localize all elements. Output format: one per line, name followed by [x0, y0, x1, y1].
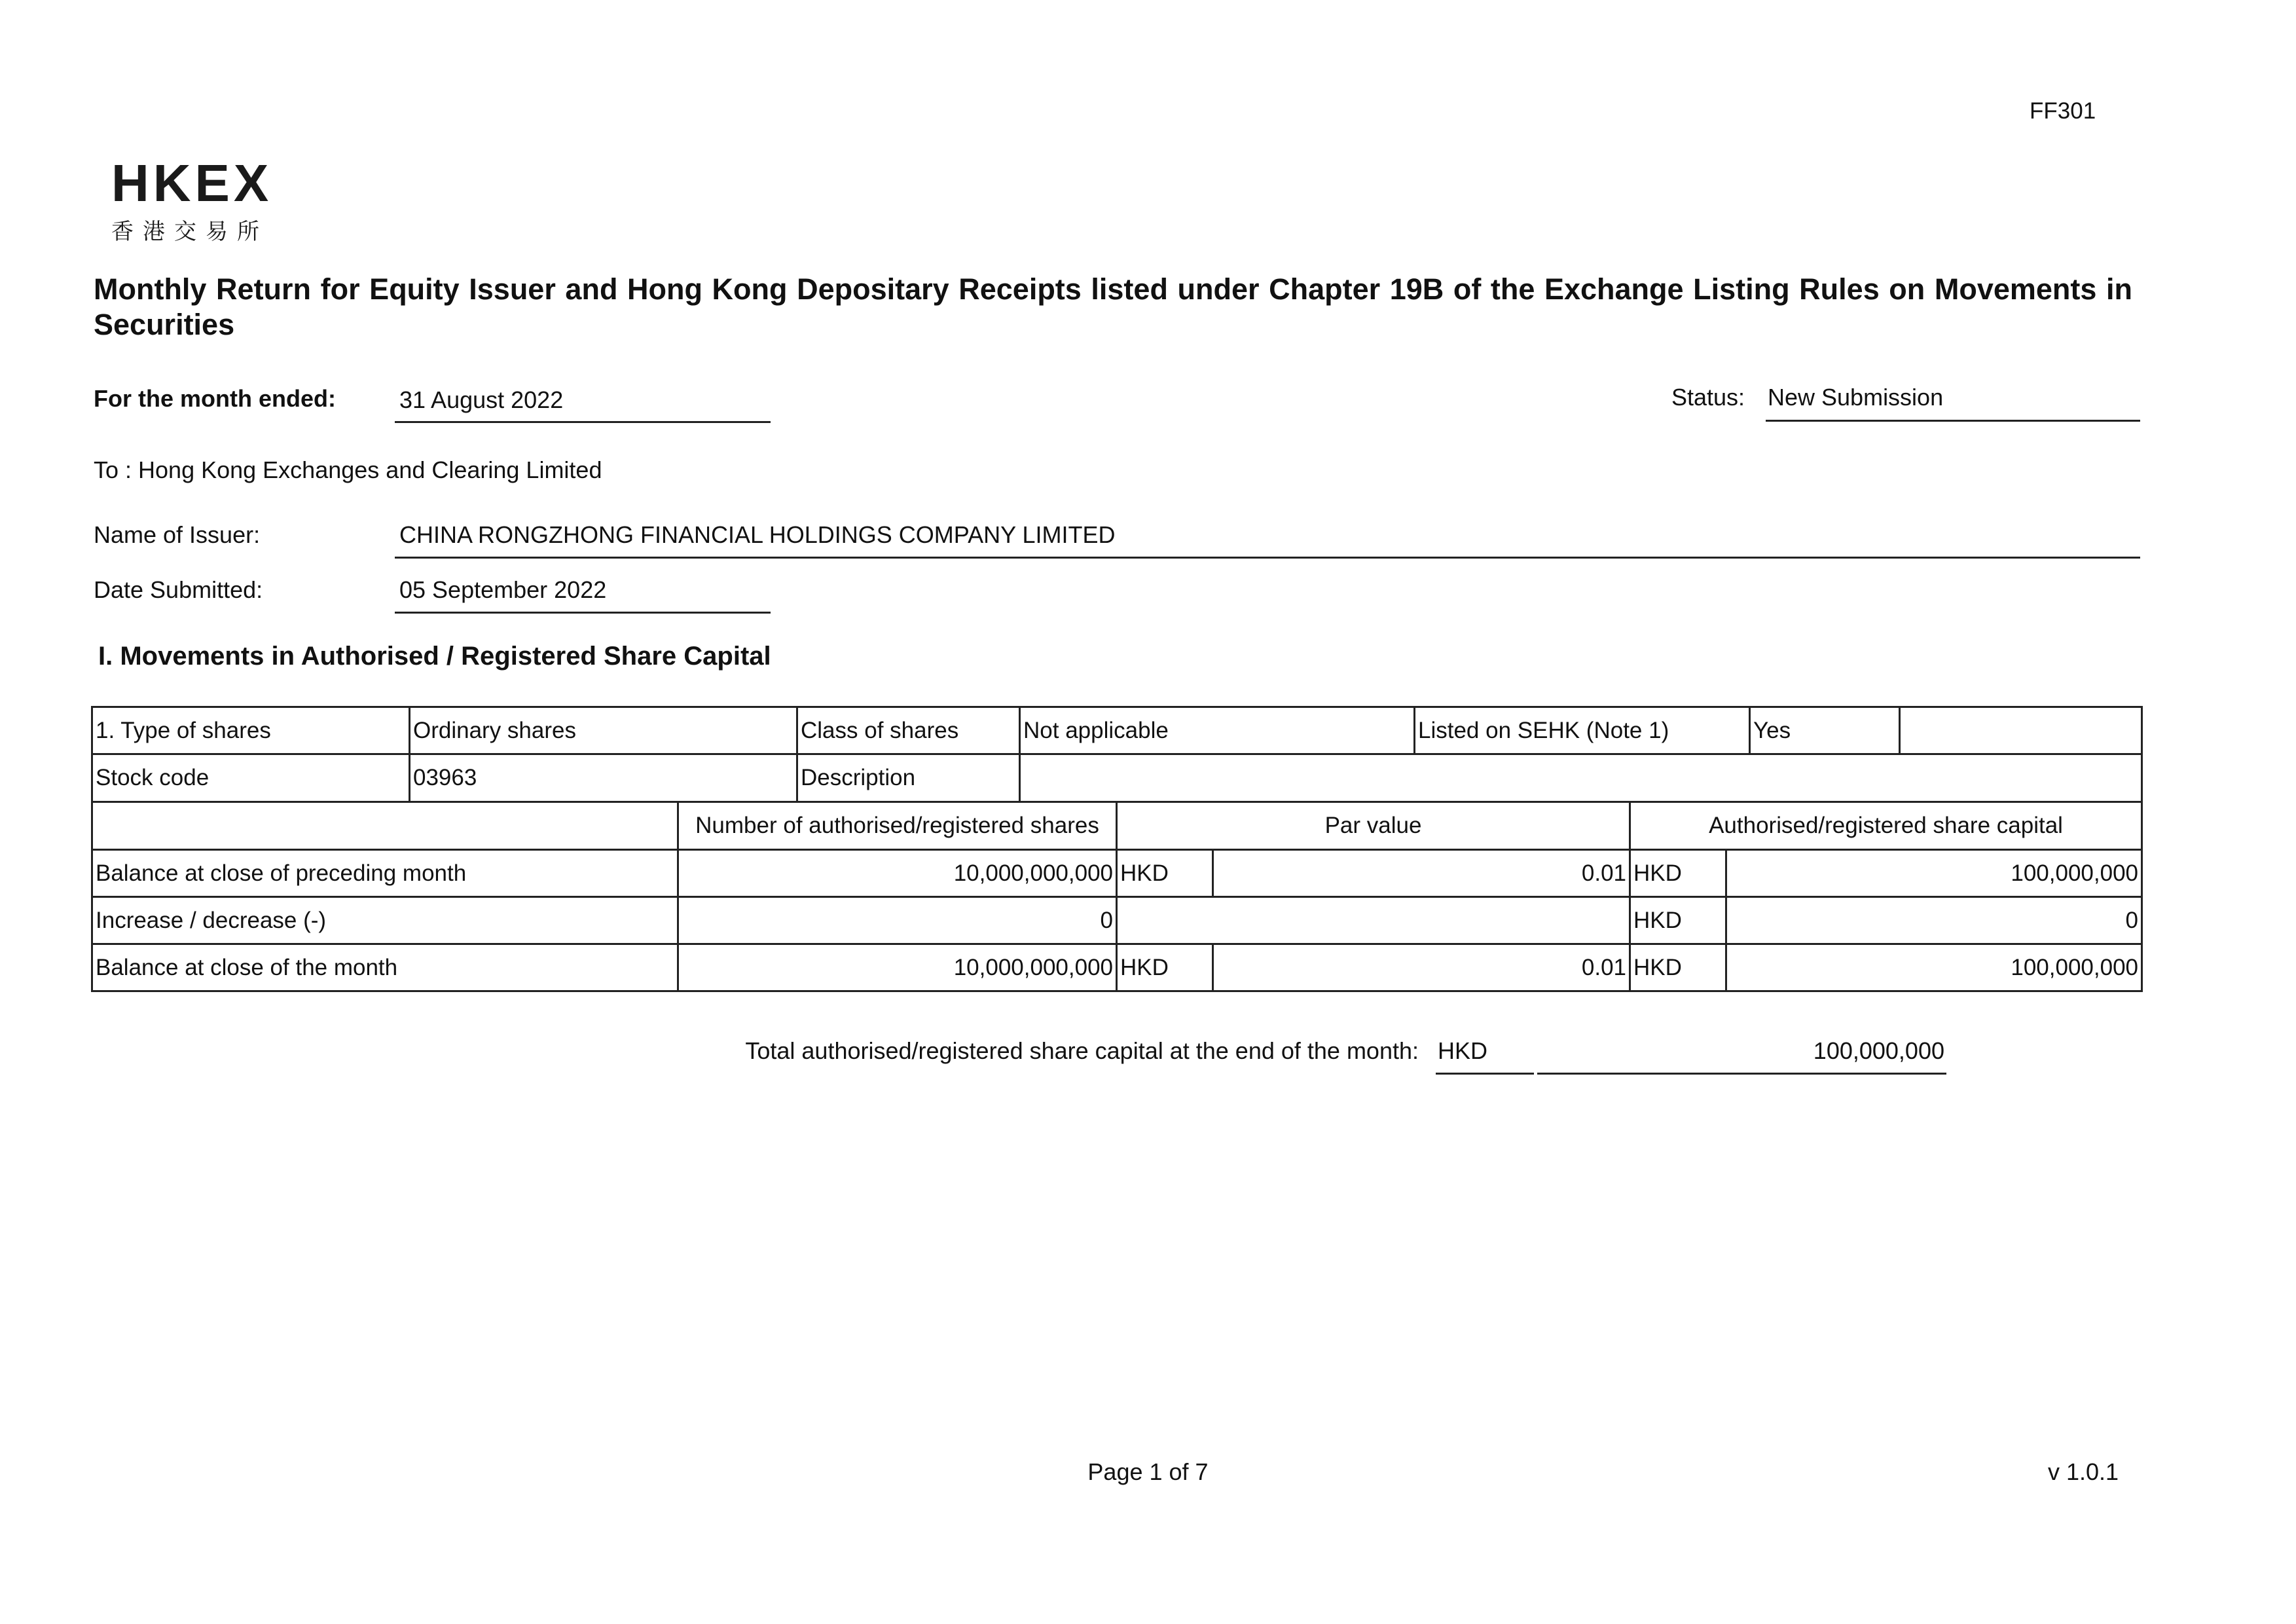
movements-table	[91, 801, 2143, 992]
total-capital-value: 100,000,000	[1813, 1037, 1944, 1064]
logo-main-text: HKEX	[111, 154, 273, 212]
total-capital-currency: HKD	[1438, 1037, 1488, 1064]
stock-code-value: 03963	[410, 754, 797, 802]
capital-value: 100,000,000	[1726, 850, 2142, 897]
issuer-label: Name of Issuer:	[94, 521, 261, 548]
shares-value: 10,000,000,000	[678, 850, 1117, 897]
type-of-shares-label: 1. Type of shares	[92, 707, 410, 754]
document-title: Monthly Return for Equity Issuer and Hong Kong Depositary Receipts listed under Chapter 19B of the Exchange Listing Rules on Movements in Securities	[94, 272, 2132, 341]
description-value	[1020, 754, 2142, 802]
type-of-shares-value: Ordinary shares	[410, 707, 797, 754]
par-currency: HKD	[1117, 944, 1213, 991]
shares-value: 10,000,000,000	[678, 944, 1117, 991]
description-label: Description	[797, 754, 1020, 802]
par-currency: HKD	[1117, 850, 1213, 897]
capital-value: 0	[1726, 897, 2142, 944]
issuer-value: CHINA RONGZHONG FINANCIAL HOLDINGS COMPANY LIMITED	[399, 521, 1116, 548]
total-capital-label: Total authorised/registered share capital at the end of the month:	[745, 1037, 1419, 1064]
table-row	[92, 944, 2142, 991]
class-of-shares-value: Not applicable	[1020, 707, 1415, 754]
listed-on-sehk-label: Listed on SEHK (Note 1)	[1415, 707, 1750, 754]
month-ended-underline	[395, 421, 771, 423]
col-header-shares: Number of authorised/registered shares	[678, 802, 1117, 850]
capital-currency: HKD	[1630, 944, 1726, 991]
par-value: 0.01	[1213, 850, 1630, 897]
share-type-table	[91, 706, 2143, 803]
status-value: New Submission	[1768, 384, 1944, 411]
date-submitted-label: Date Submitted:	[94, 576, 263, 603]
form-code: FF301	[2030, 98, 2096, 124]
listed-on-sehk-value: Yes	[1750, 707, 1900, 754]
par-value: 0.01	[1213, 944, 1630, 991]
form-version: v 1.0.1	[2048, 1458, 2119, 1485]
table-row	[92, 897, 2142, 944]
table-row	[92, 850, 2142, 897]
row-label: Balance at close of preceding month	[92, 850, 678, 897]
total-value-underline	[1537, 1073, 1946, 1075]
empty-cell	[1900, 707, 2142, 754]
capital-currency: HKD	[1630, 850, 1726, 897]
class-of-shares-label: Class of shares	[797, 707, 1020, 754]
capital-value: 100,000,000	[1726, 944, 2142, 991]
row-label-header	[92, 802, 678, 850]
section-heading: I. Movements in Authorised / Registered Share Capital	[98, 642, 771, 671]
shares-value: 0	[678, 897, 1117, 944]
row-label: Increase / decrease (-)	[92, 897, 678, 944]
col-header-par-value: Par value	[1117, 802, 1630, 850]
date-submitted-value: 05 September 2022	[399, 576, 607, 603]
hkex-logo	[111, 154, 273, 246]
addressee-line: To : Hong Kong Exchanges and Clearing Limited	[94, 456, 602, 483]
issuer-underline	[395, 557, 2140, 559]
status-label: Status:	[1671, 384, 1745, 411]
total-currency-underline	[1436, 1073, 1534, 1075]
month-ended-label: For the month ended:	[94, 385, 336, 412]
row-label: Balance at close of the month	[92, 944, 678, 991]
capital-currency: HKD	[1630, 897, 1726, 944]
stock-code-label: Stock code	[92, 754, 410, 802]
logo-sub-text: 香港交易所	[111, 219, 268, 244]
status-underline	[1766, 420, 2140, 422]
col-header-share-capital: Authorised/registered share capital	[1630, 802, 2142, 850]
month-ended-value: 31 August 2022	[399, 386, 564, 413]
par-value-empty	[1117, 897, 1630, 944]
date-submitted-underline	[395, 612, 771, 614]
page-number: Page 1 of 7	[1087, 1458, 1209, 1485]
